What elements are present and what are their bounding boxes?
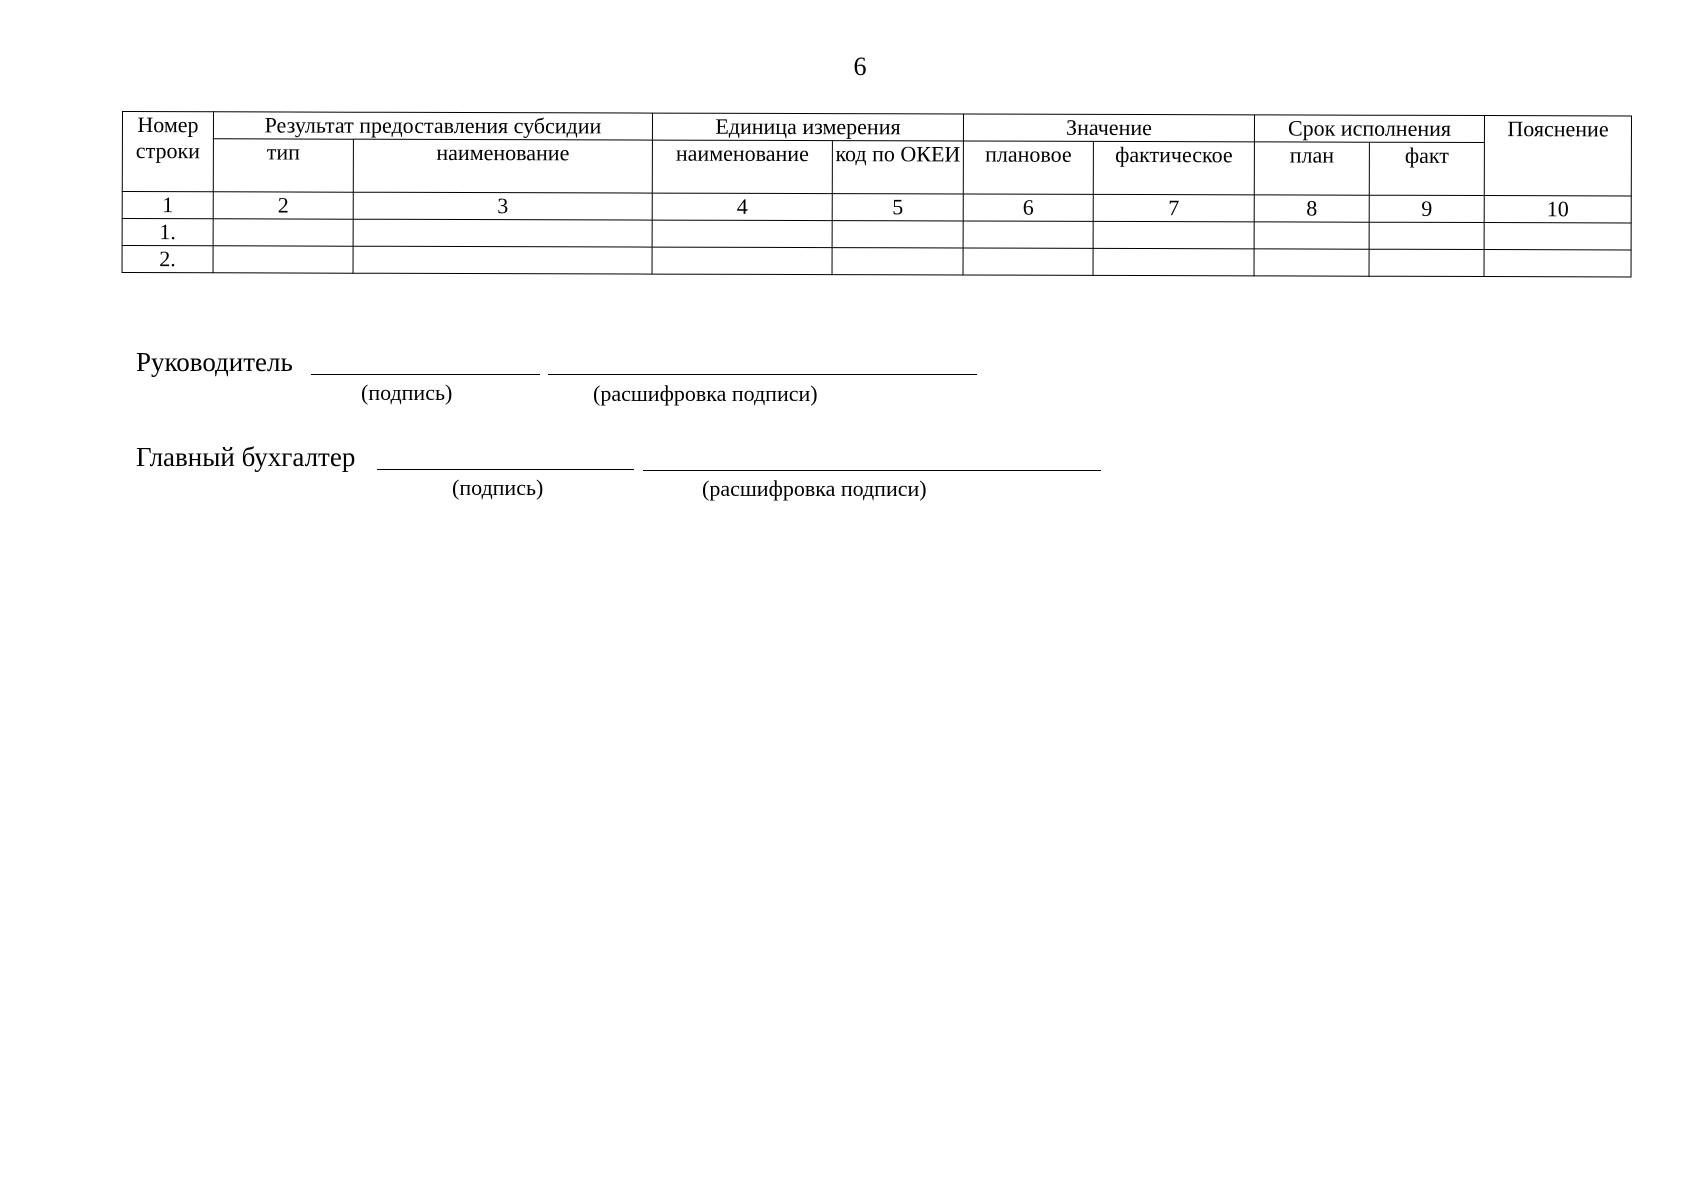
accountant-decoding-caption: (расшифровка подписи) [702, 476, 927, 501]
column-number: 7 [1093, 194, 1254, 221]
table-cell[interactable] [963, 248, 1093, 275]
header-term-plan: план [1254, 142, 1369, 195]
head-decoding-caption: (расшифровка подписи) [593, 381, 818, 406]
accountant-label: Главный бухгалтер [136, 442, 356, 472]
header-result-name: наименование [353, 139, 652, 193]
column-number: 8 [1254, 195, 1369, 222]
table-cell[interactable] [1484, 250, 1631, 277]
column-number: 3 [353, 192, 652, 220]
header-unit-code: код по ОКЕИ [832, 141, 963, 194]
column-number: 9 [1369, 195, 1484, 222]
accountant-signature-line[interactable] [377, 469, 634, 470]
head-signature-caption: (подпись) [361, 380, 453, 405]
header-result-group: Результат предоставления субсидии [213, 112, 652, 140]
header-unit-name: наименование [652, 140, 832, 194]
row-number-cell: 1. [122, 219, 213, 246]
head-decoding-line[interactable] [548, 374, 977, 375]
table-row [122, 246, 1631, 277]
column-number: 1 [122, 192, 213, 219]
table-cell[interactable] [1369, 249, 1484, 276]
head-label: Руководитель [136, 347, 293, 377]
table-cell[interactable] [832, 221, 963, 248]
header-term-fact: факт [1369, 142, 1484, 195]
accountant-signature-caption: (подпись) [452, 475, 544, 500]
table-cell[interactable] [652, 247, 832, 275]
table-cell[interactable] [213, 246, 353, 273]
table-cell[interactable] [1254, 249, 1369, 276]
header-unit-group: Единица измерения [652, 113, 963, 141]
table-cell[interactable] [1254, 222, 1369, 249]
table-cell[interactable] [353, 219, 652, 247]
column-number: 5 [832, 194, 963, 221]
column-number: 4 [652, 193, 832, 221]
row-number-cell: 2. [122, 246, 213, 273]
header-value-actual: фактическое [1093, 141, 1254, 194]
table-cell[interactable] [1369, 222, 1484, 249]
header-explanation: Пояснение [1484, 116, 1631, 196]
table-cell[interactable] [353, 246, 652, 274]
table-cell[interactable] [963, 221, 1093, 248]
header-row-number: Номер строки [122, 112, 213, 192]
table-cell[interactable] [213, 219, 353, 246]
table-cell[interactable] [832, 248, 963, 275]
table-header-row-1 [122, 112, 1631, 143]
table-cell[interactable] [1093, 248, 1254, 275]
table-cell[interactable] [1093, 221, 1254, 248]
head-signature-line[interactable] [311, 374, 540, 375]
column-number: 2 [213, 192, 353, 219]
table-cell[interactable] [652, 220, 832, 248]
column-number: 6 [963, 194, 1093, 221]
header-result-type: тип [213, 139, 353, 192]
table-header-row-2 [122, 139, 1631, 196]
header-value-planned: плановое [963, 141, 1093, 194]
table-cell[interactable] [1484, 223, 1631, 250]
header-value-group: Значение [963, 114, 1254, 142]
header-term-group: Срок исполнения [1254, 115, 1484, 143]
accountant-decoding-line[interactable] [643, 470, 1101, 471]
column-number: 10 [1484, 196, 1631, 223]
page-number: 6 [853, 52, 867, 81]
subsidy-results-table [122, 111, 1633, 277]
